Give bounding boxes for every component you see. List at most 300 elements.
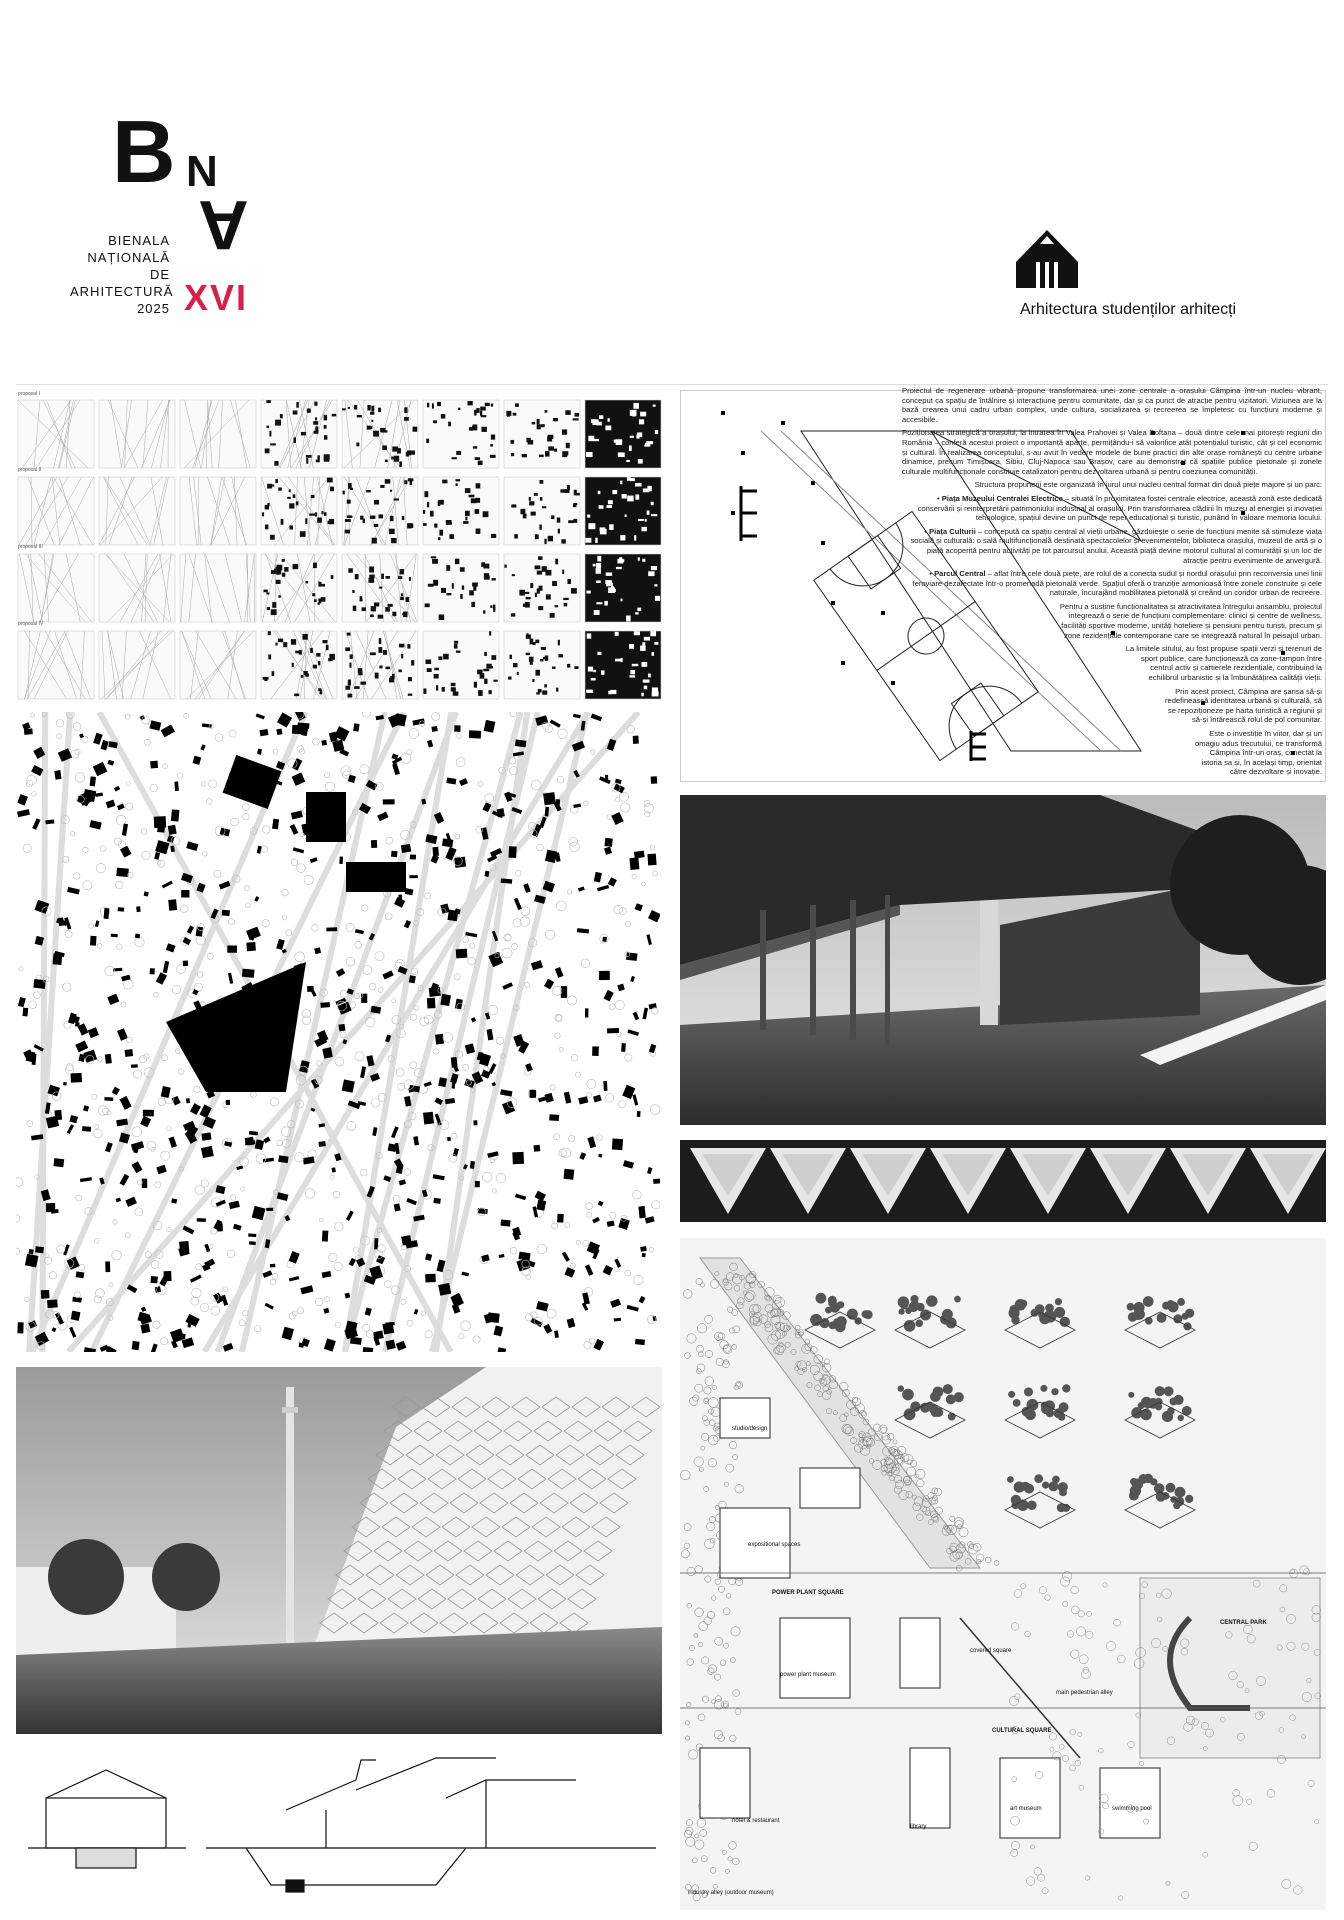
study-building	[453, 692, 459, 696]
tree	[272, 1273, 278, 1279]
tree	[335, 1222, 344, 1231]
building	[256, 713, 265, 719]
study-building	[408, 677, 412, 681]
building	[322, 1271, 332, 1278]
plan-tree	[773, 1295, 781, 1303]
axo-tree	[1059, 1402, 1069, 1412]
study-building	[542, 690, 547, 694]
plan-tree	[729, 1842, 737, 1850]
tree	[243, 813, 249, 819]
study-building	[371, 606, 376, 611]
building	[442, 838, 453, 847]
tree	[158, 860, 165, 867]
study-void	[639, 419, 644, 424]
tree	[537, 844, 544, 851]
study-void	[645, 519, 647, 522]
tree	[291, 859, 298, 866]
building	[169, 1136, 177, 1147]
axo-tree	[1162, 1411, 1173, 1422]
study-building	[539, 480, 543, 484]
building	[353, 723, 359, 731]
building	[635, 1339, 645, 1345]
study-building	[428, 584, 434, 587]
building	[545, 807, 549, 817]
logo-line: ARHITECTURĂ	[70, 284, 174, 299]
axo-tree	[1175, 1487, 1186, 1498]
building	[186, 841, 198, 851]
building	[120, 846, 132, 858]
building	[653, 1178, 660, 1183]
building	[300, 1285, 313, 1294]
study-void	[625, 514, 627, 517]
tree	[76, 1195, 82, 1201]
study-building	[434, 524, 437, 528]
building	[168, 899, 177, 911]
building-large	[306, 792, 346, 842]
plan-tree	[711, 1596, 716, 1601]
plan-tree	[687, 1567, 695, 1575]
tree	[200, 1303, 208, 1311]
plan-tree	[737, 1382, 741, 1386]
plan-tree	[731, 1627, 740, 1636]
study-building	[427, 502, 429, 508]
study-void	[599, 415, 603, 419]
tree	[586, 1203, 593, 1210]
building	[303, 1156, 315, 1164]
tree	[163, 764, 168, 769]
plan-tree	[1078, 1732, 1082, 1736]
study-void	[629, 675, 635, 677]
building	[141, 1306, 147, 1312]
study-building	[317, 517, 322, 522]
study-void	[609, 524, 613, 530]
study-tile	[180, 400, 256, 468]
study-void	[591, 419, 596, 423]
plan-tree	[1039, 1587, 1046, 1594]
building	[406, 1198, 417, 1205]
study-building	[331, 575, 334, 579]
tree	[132, 1127, 142, 1137]
study-building	[370, 614, 373, 617]
tree	[404, 1080, 414, 1090]
tree	[209, 780, 217, 788]
study-building	[263, 590, 267, 593]
building	[618, 1218, 629, 1230]
study-building	[379, 666, 382, 669]
building	[399, 1179, 406, 1185]
tree	[161, 1151, 170, 1160]
study-building	[489, 631, 491, 635]
building	[101, 740, 109, 750]
building	[150, 761, 158, 769]
study-building	[390, 490, 392, 492]
tree	[261, 846, 267, 852]
plan-tree	[715, 1696, 721, 1702]
plan-tree	[696, 1278, 702, 1284]
tree	[202, 851, 207, 856]
tree	[297, 864, 306, 873]
plan-tree	[893, 1440, 897, 1444]
building	[181, 890, 189, 898]
tree	[175, 1049, 180, 1054]
plan-tree	[1249, 1842, 1257, 1850]
tree	[650, 1105, 660, 1115]
plan-tree	[698, 1642, 703, 1647]
study-building	[532, 679, 534, 682]
plan-building	[700, 1748, 750, 1818]
study-building	[267, 607, 270, 610]
plan-tree	[715, 1579, 721, 1585]
building	[591, 714, 603, 722]
building	[350, 1337, 362, 1345]
study-building	[303, 634, 308, 640]
plan-tree	[853, 1398, 861, 1406]
building	[604, 838, 612, 847]
plan-tree	[705, 1315, 713, 1323]
building	[632, 1094, 638, 1105]
building	[122, 824, 128, 836]
study-building	[563, 598, 568, 600]
study-building	[289, 503, 294, 508]
study-building	[511, 613, 515, 616]
tree	[625, 1270, 631, 1276]
building	[376, 1255, 385, 1264]
building	[105, 1142, 113, 1152]
building	[604, 847, 612, 855]
study-building	[573, 418, 579, 420]
study-building	[562, 429, 567, 434]
building	[373, 1330, 384, 1339]
building	[277, 712, 292, 727]
building	[465, 1043, 475, 1054]
study-building	[426, 439, 429, 443]
tree	[619, 792, 628, 801]
plan-tree	[976, 1554, 984, 1562]
study-building	[354, 405, 357, 410]
plan-tree	[714, 1674, 720, 1680]
tagline: Arhitectura studenților arhitecți	[1020, 301, 1237, 318]
tree	[414, 1005, 419, 1010]
render-drawing	[680, 795, 1326, 1125]
building	[179, 1241, 189, 1252]
building	[142, 1179, 147, 1188]
building	[424, 1081, 432, 1087]
building	[46, 1116, 59, 1129]
building	[292, 725, 303, 734]
plan-tree	[702, 1416, 707, 1421]
study-tile	[423, 400, 499, 468]
study-building	[423, 688, 426, 693]
plan-tree	[694, 1634, 698, 1638]
building	[201, 1132, 211, 1140]
study-building	[476, 408, 479, 413]
study-void	[637, 608, 641, 611]
study-building	[283, 642, 287, 647]
study-building	[446, 593, 451, 595]
axo-tree	[1140, 1409, 1151, 1420]
plan-tree	[705, 1576, 711, 1582]
plan-tree	[934, 1488, 941, 1495]
building	[635, 903, 643, 911]
building	[623, 1160, 634, 1168]
building	[642, 1008, 648, 1020]
building	[610, 1299, 621, 1308]
plan-tree	[1233, 1789, 1240, 1796]
plan-tree	[710, 1867, 716, 1873]
study-building	[430, 511, 434, 517]
study-building	[305, 581, 308, 583]
tree	[545, 930, 554, 939]
study-building	[489, 690, 492, 694]
tree	[94, 1296, 101, 1303]
central-park	[1140, 1578, 1320, 1758]
study-building	[374, 602, 379, 606]
plan-label: expositional spaces	[748, 1542, 801, 1548]
study-void	[618, 452, 625, 457]
building	[499, 1254, 505, 1258]
tree	[202, 782, 206, 786]
study-building	[345, 686, 350, 690]
axo-tree	[1051, 1388, 1058, 1395]
plan-tree	[696, 1345, 703, 1352]
tree	[473, 1336, 480, 1343]
building	[361, 994, 367, 1003]
tree	[277, 1140, 283, 1146]
plan-tree	[1025, 1631, 1031, 1637]
plan-label: art museum	[1010, 1806, 1042, 1812]
study-building	[483, 669, 489, 671]
study-building	[276, 571, 279, 575]
plan-tree	[687, 1659, 694, 1666]
plan-tree	[1079, 1785, 1084, 1790]
study-building	[277, 565, 283, 571]
building	[257, 846, 262, 854]
axo-tree	[1129, 1491, 1139, 1501]
study-building	[326, 645, 329, 650]
study-building	[392, 674, 395, 679]
tree	[97, 1057, 102, 1062]
tree	[201, 1180, 208, 1187]
tree	[19, 967, 23, 971]
study-void	[626, 616, 631, 622]
study-building	[448, 422, 451, 427]
study-building	[476, 529, 481, 534]
tree	[109, 1283, 113, 1287]
study-tile	[18, 554, 94, 622]
plan-tree	[712, 1385, 717, 1390]
study-building	[292, 663, 294, 667]
tree	[305, 1189, 315, 1199]
building	[638, 1206, 646, 1218]
plan-tree	[692, 1858, 697, 1863]
tree	[433, 1049, 438, 1054]
tree	[553, 986, 562, 995]
building	[435, 1034, 444, 1045]
axo-tree	[904, 1320, 916, 1332]
study-void	[632, 664, 639, 666]
building	[388, 1143, 397, 1152]
roof-strip-drawing	[680, 1140, 1326, 1222]
building	[563, 1169, 574, 1180]
study-building	[567, 485, 570, 490]
tree	[468, 957, 476, 965]
study-void	[594, 610, 600, 615]
study-building	[525, 602, 530, 608]
study-building	[545, 410, 548, 412]
study-building	[555, 559, 558, 565]
plan-label: CULTURAL SQUARE	[992, 1728, 1052, 1734]
tree	[559, 1047, 563, 1051]
study-void	[597, 556, 601, 562]
study-void	[637, 432, 642, 437]
plan-tree	[723, 1608, 730, 1615]
building	[192, 989, 198, 995]
axo-tree	[944, 1385, 951, 1392]
plan-tree	[699, 1467, 703, 1471]
study-void	[615, 659, 620, 662]
study-building	[370, 412, 374, 415]
plan-tree	[704, 1617, 712, 1625]
tree	[298, 1308, 304, 1314]
building	[47, 1299, 58, 1308]
building	[338, 1024, 345, 1032]
study-building	[556, 688, 558, 692]
tree	[369, 983, 376, 990]
study-building	[483, 564, 489, 569]
plan-tree	[709, 1665, 717, 1673]
tree	[524, 982, 529, 987]
tree	[312, 925, 319, 932]
building	[321, 740, 327, 746]
tree	[254, 1325, 260, 1331]
plan-marker	[881, 611, 885, 615]
tree	[615, 1000, 624, 1009]
tree	[449, 1154, 457, 1162]
plan-tree	[1021, 1584, 1026, 1589]
building	[582, 1292, 590, 1304]
tree	[273, 749, 278, 754]
study-void	[641, 527, 646, 531]
study-building	[431, 556, 436, 558]
study-building	[316, 653, 320, 657]
axo-tree	[1060, 1317, 1070, 1327]
building	[502, 982, 513, 990]
study-building	[275, 479, 278, 483]
study-building	[438, 656, 442, 660]
building	[136, 906, 140, 912]
tree	[365, 1017, 375, 1027]
study-building	[406, 597, 409, 602]
plan-tree	[1071, 1650, 1079, 1658]
tree	[346, 923, 354, 931]
plan-tree	[1128, 1741, 1135, 1748]
study-building	[410, 479, 413, 484]
tree	[325, 782, 334, 791]
study-building	[324, 512, 327, 516]
building	[112, 1087, 120, 1096]
plan-tree	[1086, 1631, 1093, 1638]
building	[579, 1152, 586, 1160]
building	[262, 1270, 272, 1278]
study-building	[327, 478, 333, 483]
building	[226, 1100, 230, 1105]
plan-tree	[1070, 1765, 1076, 1771]
study-building	[293, 494, 296, 498]
study-building	[463, 521, 468, 524]
tree	[463, 937, 469, 943]
building	[162, 881, 173, 889]
building	[125, 1049, 134, 1057]
study-building	[475, 509, 480, 514]
row-label: proposal III	[18, 544, 43, 550]
study-building	[315, 426, 318, 431]
study-building	[548, 446, 554, 450]
study-building	[560, 489, 564, 493]
study-building	[379, 587, 382, 589]
tree	[207, 799, 213, 805]
building	[607, 1221, 615, 1227]
tree	[27, 775, 37, 785]
building	[75, 1040, 88, 1052]
tree	[144, 739, 150, 745]
tree	[244, 886, 249, 891]
study-building	[348, 483, 352, 489]
study-void	[640, 646, 645, 651]
study-building	[473, 424, 477, 430]
tree	[411, 968, 417, 974]
study-building	[530, 639, 534, 645]
tree	[496, 1037, 503, 1044]
plan-tree	[973, 1543, 981, 1551]
building	[289, 1276, 299, 1282]
bullet-title: Parcul Central	[934, 569, 986, 579]
building	[276, 939, 285, 950]
building	[111, 934, 118, 937]
building	[292, 772, 306, 785]
study-building	[347, 515, 352, 518]
axo-tree	[898, 1309, 904, 1315]
study-building	[545, 655, 548, 660]
study-void	[651, 502, 654, 505]
plan-tree	[735, 1709, 741, 1715]
plan-tree	[1308, 1780, 1314, 1786]
building	[135, 933, 140, 938]
perspective-render-square	[16, 1367, 662, 1734]
study-void	[588, 523, 595, 529]
axo-tree	[898, 1296, 909, 1307]
building	[461, 1272, 469, 1277]
study-building	[484, 573, 489, 579]
building	[69, 1327, 76, 1338]
tree	[485, 794, 494, 803]
study-building	[438, 537, 440, 540]
study-building	[475, 457, 480, 460]
study-building	[362, 607, 366, 611]
building	[90, 936, 97, 946]
study-building	[306, 458, 308, 464]
building	[543, 792, 556, 805]
building	[171, 1198, 177, 1203]
axo-tree	[1062, 1384, 1070, 1392]
tree	[270, 1279, 275, 1284]
tree	[392, 999, 396, 1003]
study-building	[264, 679, 267, 681]
plan-label: power plant museum	[780, 1672, 836, 1678]
building	[263, 1137, 270, 1144]
tree	[641, 882, 645, 886]
plan-tree	[695, 1840, 704, 1849]
tree	[614, 905, 623, 914]
